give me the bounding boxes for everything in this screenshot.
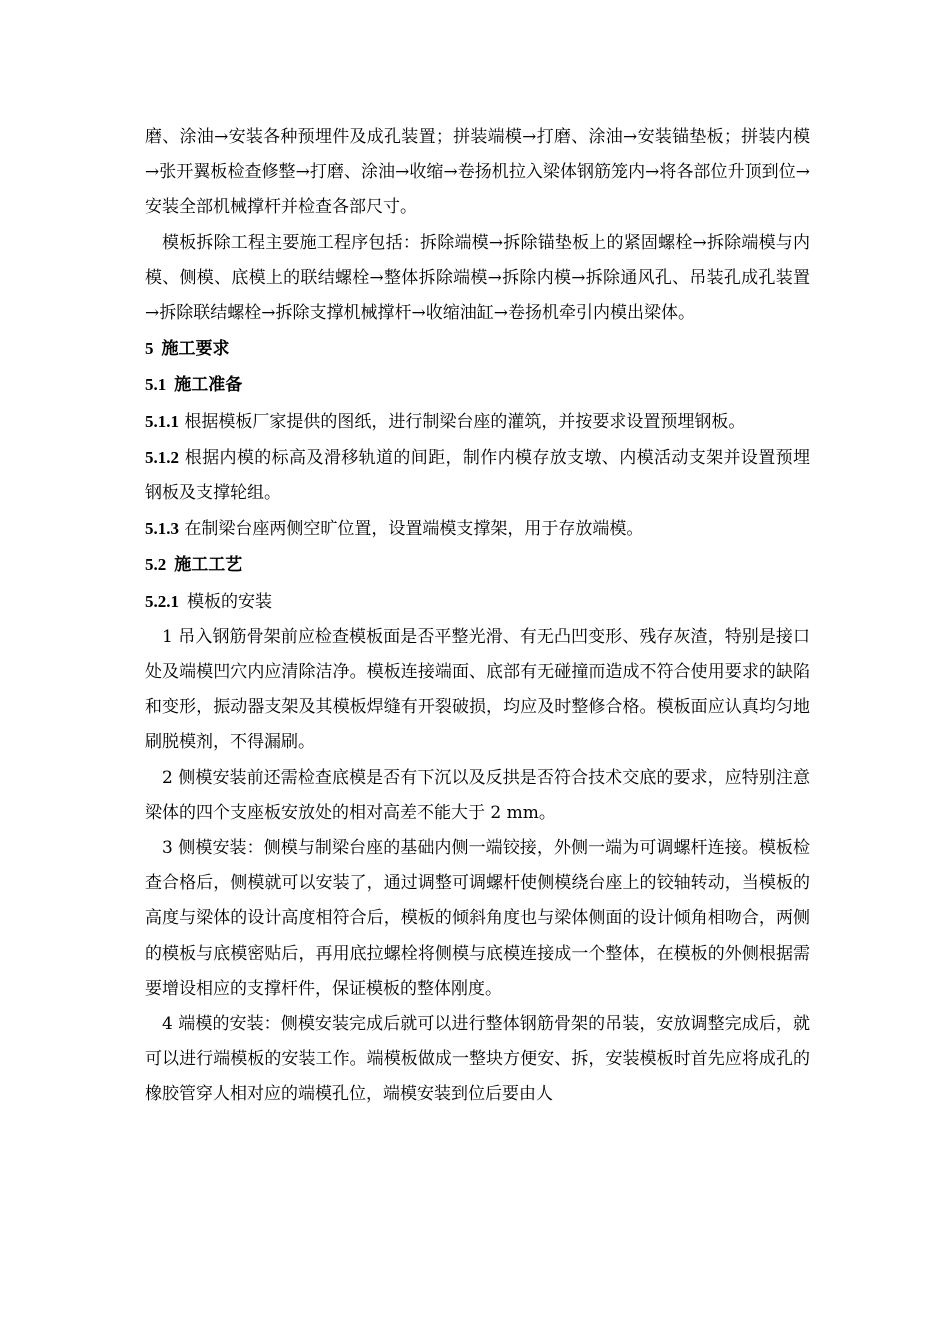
- heading-number: 5.2.1: [145, 591, 179, 611]
- heading-title: 施工工艺: [174, 555, 243, 576]
- clause-5-1-2: [145, 440, 810, 511]
- heading-number: 5.2: [145, 555, 167, 575]
- clause-5-1-3: [145, 511, 810, 547]
- paragraph-assembly-sequence: 磨、涂油→安装各种预埋件及成孔装置；拼装端模→打磨、涂油→安装锚垫板；拼装内模→张开翼板检查修整→打磨、涂油→收缩→卷扬机拉入梁体钢筋笼内→将各部位升顶到位→安装全部机械撑杆并检查各部尺寸。: [145, 127, 810, 218]
- clause-number: 5.1.3: [145, 519, 179, 539]
- heading-number: 5.1: [145, 375, 167, 395]
- item-1: 1 吊入钢筋骨架前应检查模板面是否平整光滑、有无凸凹变形、残存灰渣，特别是接口处及端模凹穴内应清除洁净。模板连接端面、底部有无碰撞而造成不符合使用要求的缺陷和变形，振动器支架及其模板焊缝有开裂破损，均应及时整修合格。模板面应认真均匀地刷脱模剂，不得漏刷。: [145, 626, 810, 753]
- heading-section-5-2-1: [145, 584, 810, 620]
- clause-5-1-1: [145, 404, 810, 440]
- item-4: 4 端模的安装：侧模安装完成后就可以进行整体钢筋骨架的吊装，安放调整完成后，就可以进行端模板的安装工作。端模板做成一整块方便安、拆，安装模板时首先应将成孔的橡胶管穿人相对应的端模孔位，端模安装到位后要由人: [145, 1014, 810, 1105]
- clause-number: 5.1.2: [145, 447, 179, 467]
- clause-text: 在制梁台座两侧空旷位置，设置端模支撑架，用于存放端模。: [184, 519, 644, 540]
- paragraph-removal-sequence: 模板拆除工程主要施工程序包括：拆除端模→拆除锚垫板上的紧固螺栓→拆除端模与内模、侧模、底模上的联结螺栓→整体拆除端模→拆除内模→拆除通风孔、吊装孔成孔装置→拆除联结螺栓→拆除支撑机械撑杆→收缩油缸→卷扬机牵引内模出梁体。: [145, 232, 810, 324]
- heading-section-5-2: [145, 547, 810, 583]
- item-2: 2 侧模安装前还需检查底模是否有下沉以及反拱是否符合技术交底的要求，应特别注意梁体的四个支座板安放处的相对高差不能大于 2 mm。: [145, 767, 810, 823]
- item-3: 3 侧模安装：侧模与制梁台座的基础内侧一端铰接，外侧一端为可调螺杆连接。模板检查合格后，侧模就可以安装了，通过调整可调螺杆使侧模绕台座上的铰轴转动，当模板的高度与梁体的设计高度相符合后，模板的倾斜角度也与梁体侧面的设计倾角相吻合，两侧的模板与底模密贴后，再用底拉螺栓将侧模与底模连接成一个整体，在模板的外侧根据需要增设相应的支撑杆件，保证模板的整体刚度。: [145, 838, 810, 999]
- heading-number: 5: [145, 339, 154, 359]
- clause-text: 根据内模的标高及滑移轨道的间距，制作内模存放支墩、内模活动支架并设置预埋钢板及支撑轮组。: [145, 447, 811, 504]
- heading-title: 施工要求: [161, 339, 230, 360]
- heading-section-5: [145, 331, 810, 367]
- heading-section-5-1: [145, 367, 810, 403]
- heading-title: 模板的安装: [187, 591, 272, 612]
- heading-title: 施工准备: [174, 375, 243, 396]
- document-body: [145, 120, 810, 1113]
- clause-number: 5.1.1: [145, 411, 179, 431]
- clause-text: 根据模板厂家提供的图纸，进行制梁台座的灌筑，并按要求设置预埋钢板。: [184, 411, 746, 432]
